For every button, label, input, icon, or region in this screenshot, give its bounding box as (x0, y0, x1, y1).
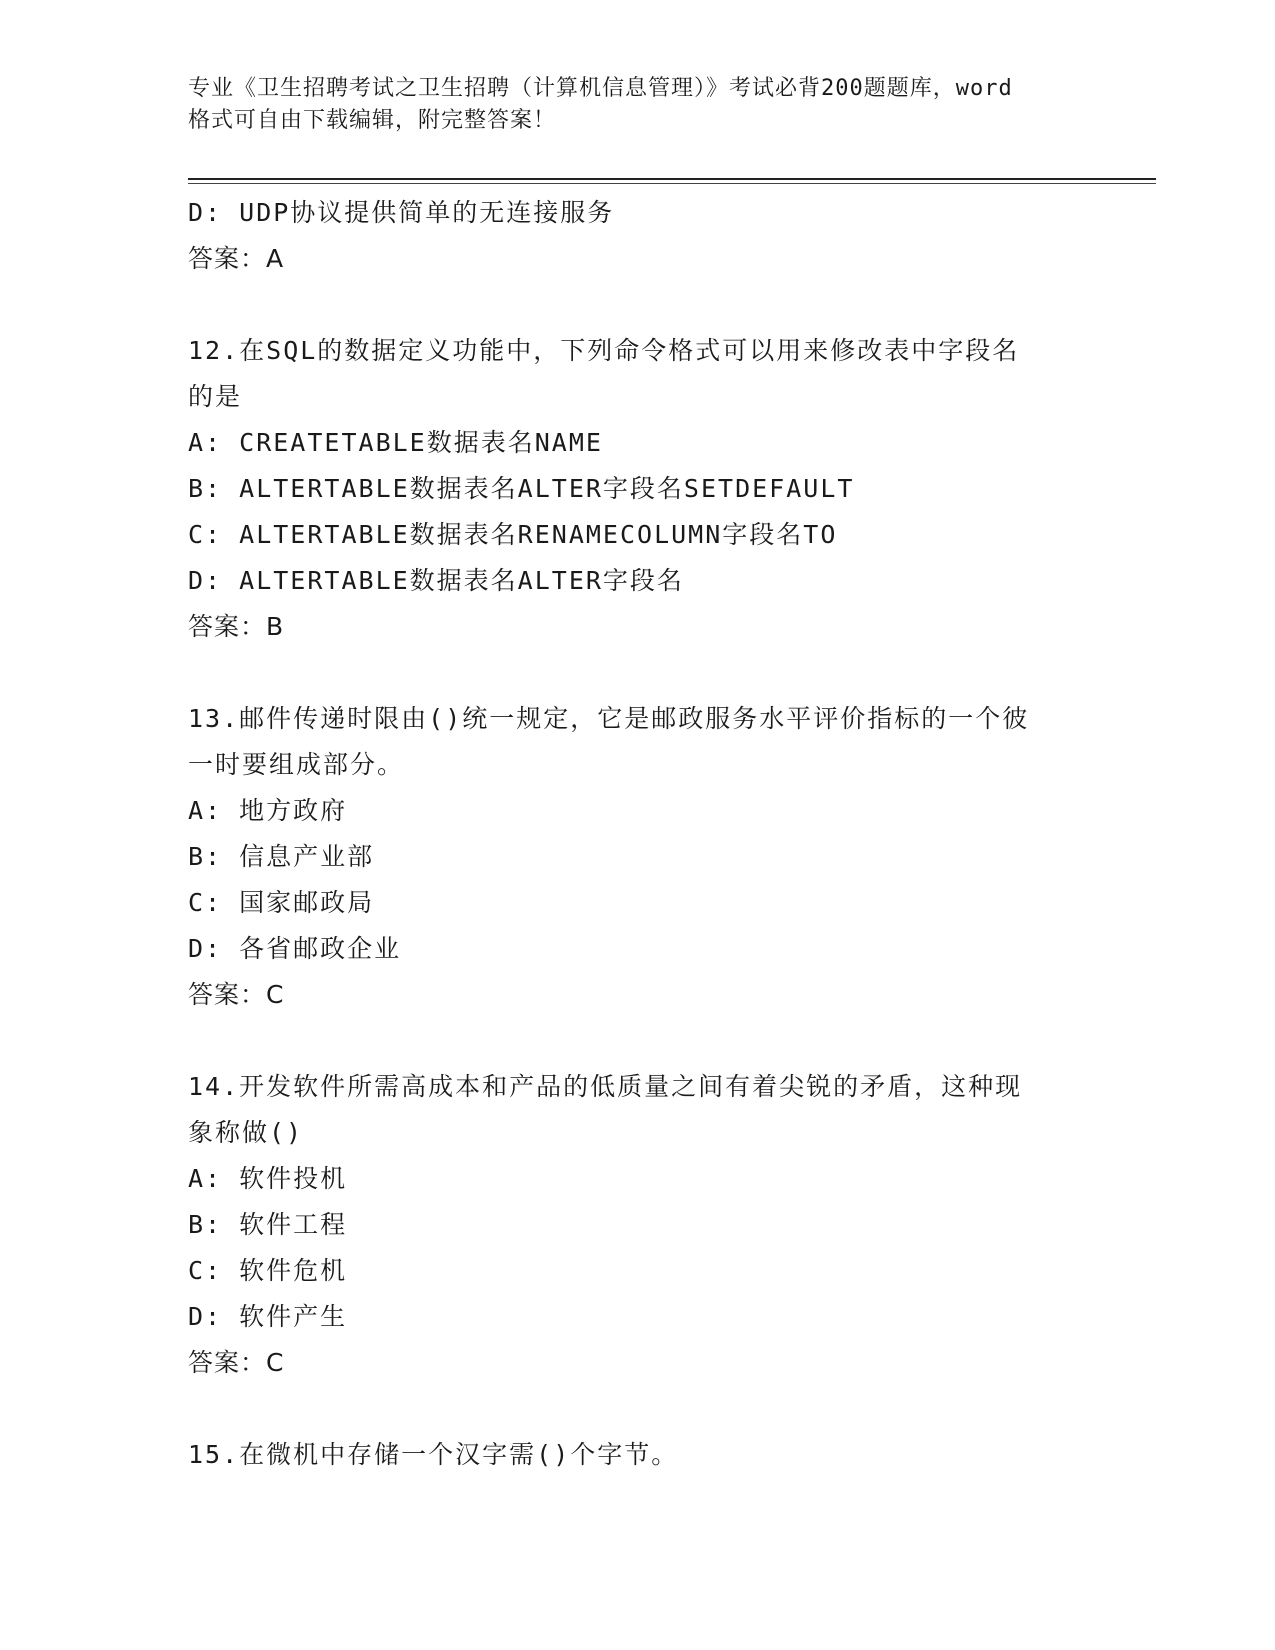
question-13-option-c: C: 国家邮政局 (188, 888, 375, 917)
question-13-option-a: A: 地方政府 (188, 796, 348, 825)
spacer (188, 650, 1088, 696)
question-14-option-a: A: 软件投机 (188, 1164, 348, 1193)
prev-option-d: D: UDP协议提供简单的无连接服务 (188, 198, 615, 227)
spacer (188, 1018, 1088, 1064)
question-13-option-b: B: 信息产业部 (188, 842, 375, 871)
question-14-option-d: D: 软件产生 (188, 1302, 348, 1331)
question-12-option-d: D: ALTERTABLE数据表名ALTER字段名 (188, 566, 684, 595)
header-line-1: 专业《卫生招聘考试之卫生招聘（计算机信息管理）》考试必背200题题库，word (188, 76, 1013, 101)
spacer (188, 1386, 1088, 1432)
question-12-answer: 答案：B (188, 612, 285, 641)
header-divider-thick (188, 178, 1156, 180)
question-13-line-1: 13.邮件传递时限由()统一规定，它是邮政服务水平评价指标的一个彼 (188, 704, 1030, 733)
question-14-option-c: C: 软件危机 (188, 1256, 348, 1285)
question-14-line-1: 14.开发软件所需高成本和产品的低质量之间有着尖锐的矛盾，这种现 (188, 1072, 1023, 1101)
question-12-option-b: B: ALTERTABLE数据表名ALTER字段名SETDEFAULT (188, 474, 855, 503)
header-line-2: 格式可自由下载编辑，附完整答案！ (188, 108, 557, 133)
question-14-line-2: 象称做() (188, 1118, 304, 1147)
question-12-option-c: C: ALTERTABLE数据表名RENAMECOLUMN字段名TO (188, 520, 838, 549)
spacer (188, 282, 1088, 328)
question-14-answer: 答案：C (188, 1348, 285, 1377)
prev-answer: 答案：A (188, 244, 285, 273)
question-14-option-b: B: 软件工程 (188, 1210, 348, 1239)
question-13-answer: 答案：C (188, 980, 285, 1009)
question-12-option-a: A: CREATETABLE数据表名NAME (188, 428, 603, 457)
question-13 (188, 696, 1088, 1018)
question-12 (188, 328, 1088, 650)
header-divider-thin (188, 183, 1156, 184)
question-12-line-2: 的是 (188, 382, 243, 411)
question-15-line-1: 15.在微机中存储一个汉字需()个字节。 (188, 1440, 679, 1469)
document-header (188, 73, 1088, 137)
question-content (188, 190, 1088, 1478)
question-13-line-2: 一时要组成部分。 (188, 750, 405, 779)
question-15 (188, 1432, 1088, 1478)
question-13-option-d: D: 各省邮政企业 (188, 934, 402, 963)
question-14 (188, 1064, 1088, 1386)
question-12-line-1: 12.在SQL的数据定义功能中，下列命令格式可以用来修改表中字段名 (188, 336, 1020, 365)
